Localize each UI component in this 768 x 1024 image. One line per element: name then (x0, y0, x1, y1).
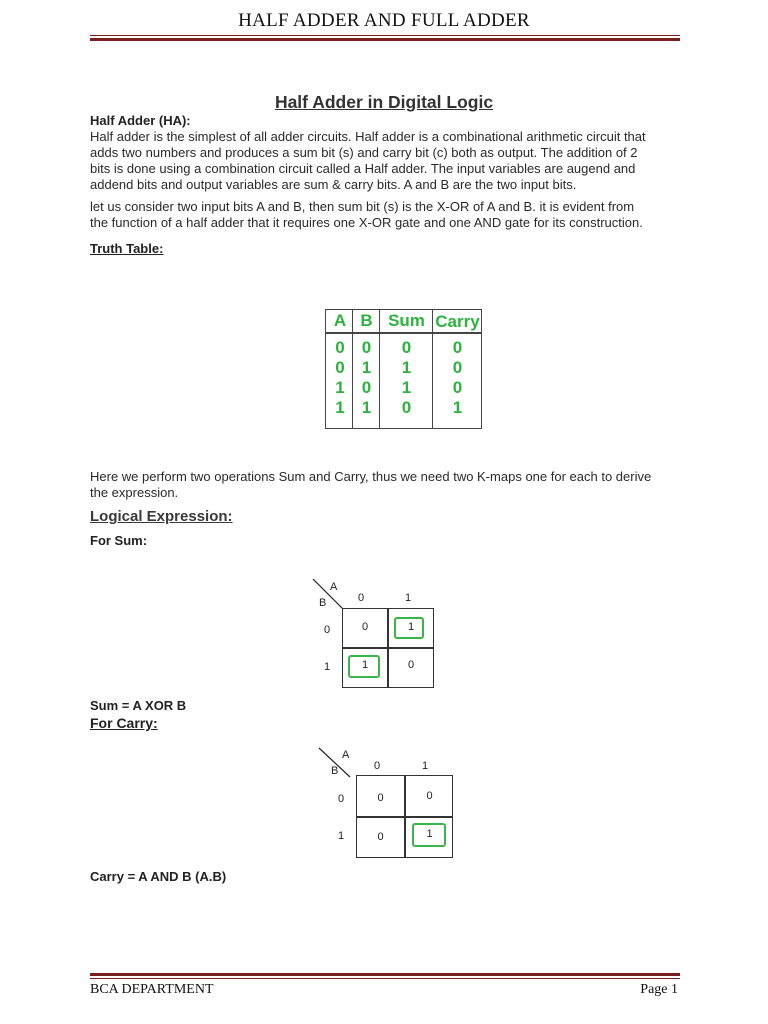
kmap-grid (342, 608, 434, 688)
kmap-col-header: 0 (358, 592, 365, 604)
header-rule-thick (90, 38, 680, 41)
kmap-col-header: 0 (374, 760, 381, 772)
kmap-row-header: 0 (338, 793, 345, 805)
truth-table-cell: 0 (335, 338, 345, 357)
truth-table-cell: 1 (452, 398, 463, 417)
truth-table-header-a: A (333, 311, 347, 330)
truth-table-cell: 1 (335, 398, 345, 417)
kmap-cell: 1 (426, 828, 433, 840)
kmap-carry (316, 747, 456, 862)
truth-table-cell: 1 (401, 358, 412, 377)
truth-table-cell: 1 (361, 398, 372, 417)
footer-rule-thick (90, 973, 680, 976)
truth-table (325, 309, 482, 429)
kmap-grid (356, 775, 453, 858)
kmap-cell: 1 (407, 621, 415, 633)
kmap-sum (310, 578, 440, 693)
truth-table-cell: 0 (452, 378, 463, 397)
truth-table-cell: 0 (361, 338, 372, 357)
kmap-row-variable: B (331, 765, 339, 777)
paragraph-line: adds two numbers and produces a sum bit (s) and carry bit (c) both as output. The addition of 2 (90, 145, 638, 160)
paragraph-line: Half adder is the simplest of all adder circuits. Half adder is a combinational arithmetic circuit that (90, 129, 646, 144)
paragraph-line: let us consider two input bits A and B, then sum bit (s) is the X-OR of A and B. it is evident from (90, 199, 635, 214)
kmap-cell: 1 (361, 659, 369, 671)
truth-table-header-sum: Sum (388, 311, 425, 330)
truth-table-header-b: B (360, 311, 373, 330)
truth-table-header-rule (326, 332, 481, 334)
kmap-grid-divider (357, 816, 452, 818)
truth-table-header-carry: Carry (435, 312, 480, 331)
truth-table-heading: Truth Table: (90, 241, 164, 256)
carry-expression: Carry = A AND B (A.B) (90, 869, 227, 884)
kmap-col-header: 1 (405, 592, 412, 604)
kmap-cell: 0 (377, 831, 384, 843)
document-title: Half Adder in Digital Logic (274, 92, 494, 112)
truth-table-cell: 1 (401, 378, 412, 397)
for-carry-label: For Carry: (90, 715, 158, 731)
paragraph-line: Here we perform two operations Sum and Carry, thus we need two K-maps one for each to derive (90, 469, 652, 484)
truth-table-cell: 0 (335, 358, 345, 377)
truth-table-cell: 0 (401, 338, 412, 357)
paragraph-line: the expression. (90, 485, 179, 500)
sum-expression: Sum = A XOR B (90, 698, 187, 713)
truth-table-cell: 1 (361, 358, 372, 377)
footer-rule-thin (90, 978, 680, 979)
truth-table-cell: 0 (401, 398, 412, 417)
paragraph-kmaps (90, 469, 680, 501)
kmap-grid-divider (343, 647, 433, 649)
footer-page-number: Page 1 (640, 982, 678, 997)
truth-table-cell: 1 (335, 378, 345, 397)
truth-table-cell: 0 (452, 338, 463, 357)
page-header-title: HALF ADDER AND FULL ADDER (238, 10, 530, 31)
paragraph-line: the function of a half adder that it requires one X-OR gate and one AND gate for its construction. (90, 215, 643, 230)
kmap-col-header: 1 (422, 760, 429, 772)
paragraph-line: addend bits and output variables are sum & carry bits. A and B are the two input bits. (90, 177, 577, 192)
footer-department: BCA DEPARTMENT (90, 982, 214, 997)
paragraph-line: bits is done using a combination circuit called a Half adder. The input variables are augend and (90, 161, 636, 176)
for-sum-label: For Sum: (90, 533, 148, 548)
kmap-row-header: 1 (324, 661, 331, 673)
kmap-cell: 0 (377, 792, 384, 804)
truth-table-cell: 0 (361, 378, 372, 397)
kmap-row-header: 0 (324, 624, 331, 636)
logical-expression-heading: Logical Expression: (90, 508, 233, 525)
paragraph-sum-bit (90, 199, 680, 231)
truth-table-cell: 0 (452, 358, 463, 377)
kmap-cell: 0 (426, 790, 433, 802)
kmap-cell: 0 (361, 621, 369, 633)
kmap-col-variable: A (330, 581, 338, 593)
kmap-col-variable: A (342, 749, 350, 761)
paragraph-intro (90, 129, 680, 193)
section-heading: Half Adder (HA): (90, 113, 191, 128)
kmap-row-variable: B (319, 597, 327, 609)
header-rule-thin (90, 35, 680, 36)
kmap-row-header: 1 (338, 830, 345, 842)
kmap-cell: 0 (407, 659, 415, 671)
